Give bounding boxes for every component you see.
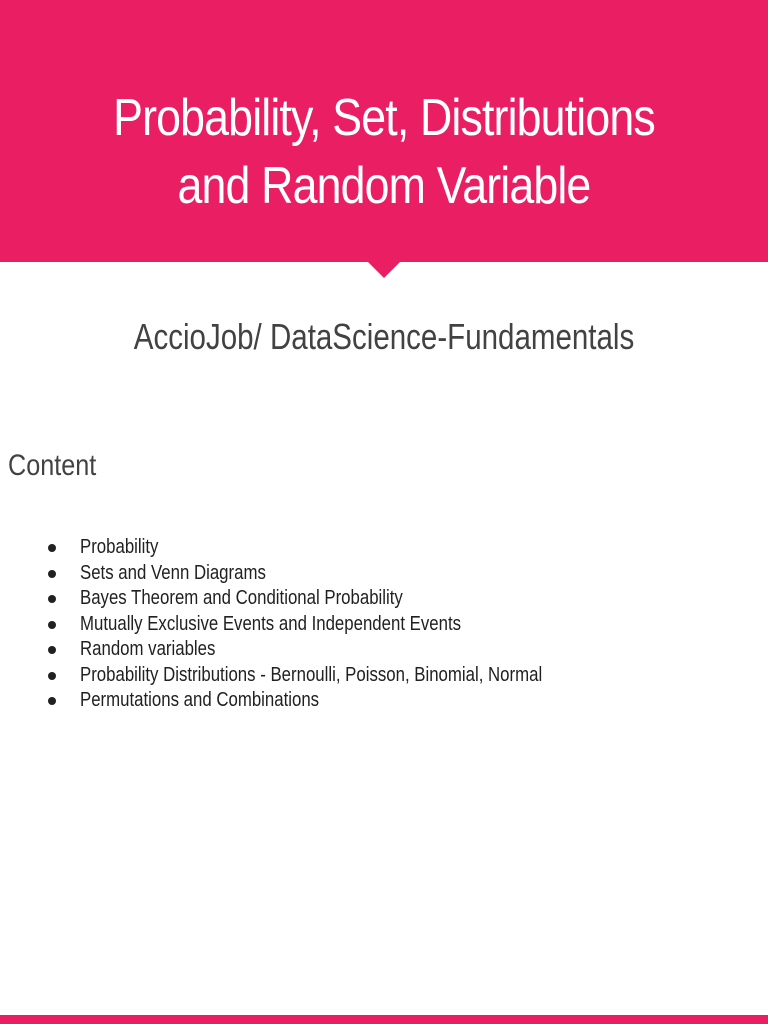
list-item-text: Probability [80, 536, 159, 558]
slide-title-line-1: Probability, Set, Distributions [113, 89, 655, 147]
list-item-text: Bayes Theorem and Conditional Probability [80, 587, 403, 609]
list-item [0, 586, 630, 612]
list-item [0, 663, 630, 689]
list-item [0, 612, 630, 638]
list-item [0, 637, 630, 663]
bullet-icon [48, 672, 56, 680]
bullet-icon [48, 697, 56, 705]
banner-pointer [367, 261, 401, 278]
slide-title-line-2: and Random Variable [177, 157, 591, 215]
list-item [0, 561, 630, 587]
list-item-text: Permutations and Combinations [80, 689, 320, 711]
list-item-text: Sets and Venn Diagrams [80, 561, 266, 584]
list-item [0, 688, 630, 714]
list-item-text: Random variables [80, 638, 216, 660]
content-heading: Content [8, 449, 97, 482]
content-list [0, 535, 630, 714]
slide-title [71, 84, 697, 220]
bullet-icon [48, 544, 56, 552]
bullet-icon [48, 595, 56, 603]
bullet-icon [48, 646, 56, 654]
list-item [0, 535, 630, 561]
footer-accent-bar [0, 1015, 768, 1024]
slide-subtitle: AccioJob/ DataScience-Fundamentals [133, 316, 635, 357]
list-item-text: Mutually Exclusive Events and Independent Events [80, 612, 462, 635]
bullet-icon [48, 621, 56, 629]
list-item-text: Probability Distributions - Bernoulli, Poisson, Binomial, Normal [80, 663, 543, 686]
bullet-icon [48, 570, 56, 578]
